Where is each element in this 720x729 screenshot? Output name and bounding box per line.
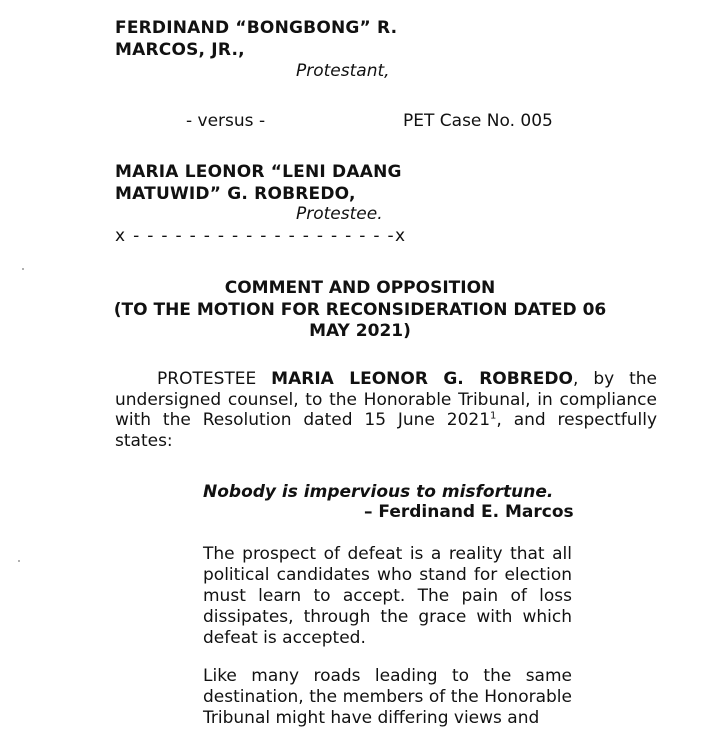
- document-title-line2: (TO THE MOTION FOR RECONSIDERATION DATED 06: [113, 300, 607, 320]
- document-title-line1: COMMENT AND OPPOSITION: [224, 278, 496, 298]
- intro-paragraph: [115, 369, 657, 451]
- block-paragraph-1: The prospect of defeat is a reality that all political candidates who stand for election must learn to accept. The pain of loss dissipates, through the grace with which defeat is accepted.: [203, 544, 572, 648]
- footnote-ref: 1: [490, 410, 497, 422]
- protestee-name-bold: MARIA LEONOR G. ROBREDO: [271, 369, 573, 389]
- versus-label: - versus -: [186, 111, 266, 131]
- protestee-role: Protestee.: [296, 204, 383, 224]
- document-title-line3: MAY 2021): [309, 321, 411, 341]
- scan-speck: [22, 268, 24, 270]
- scan-speck: [18, 560, 20, 562]
- block-paragraph-2: Like many roads leading to the same destination, the members of the Honorable Tribunal might have differing views and: [203, 666, 572, 728]
- intro-lead: PROTESTEE: [157, 369, 272, 389]
- protestee-name-line1: MARIA LEONOR “LENI DAANG: [115, 162, 402, 182]
- protestant-role: Protestant,: [296, 61, 390, 81]
- protestant-name-line1: FERDINAND “BONGBONG” R.: [115, 18, 398, 38]
- protestant-name-line2: MARCOS, JR.,: [115, 40, 245, 60]
- protestee-name-line2: MATUWID” G. ROBREDO,: [115, 184, 356, 204]
- caption-separator: x - - - - - - - - - - - - - - - - - - -x: [115, 226, 407, 246]
- epigraph-attribution: – Ferdinand E. Marcos: [364, 502, 574, 522]
- intro-tail: , and respectfully states:: [115, 410, 658, 451]
- case-number: PET Case No. 005: [403, 111, 553, 131]
- epigraph-quote: Nobody is impervious to misfortune.: [203, 482, 554, 502]
- intro-body: , by the undersigned counsel, to the Honorable Tribunal, in compliance with the Resolution dated 15 June 2021: [115, 369, 657, 430]
